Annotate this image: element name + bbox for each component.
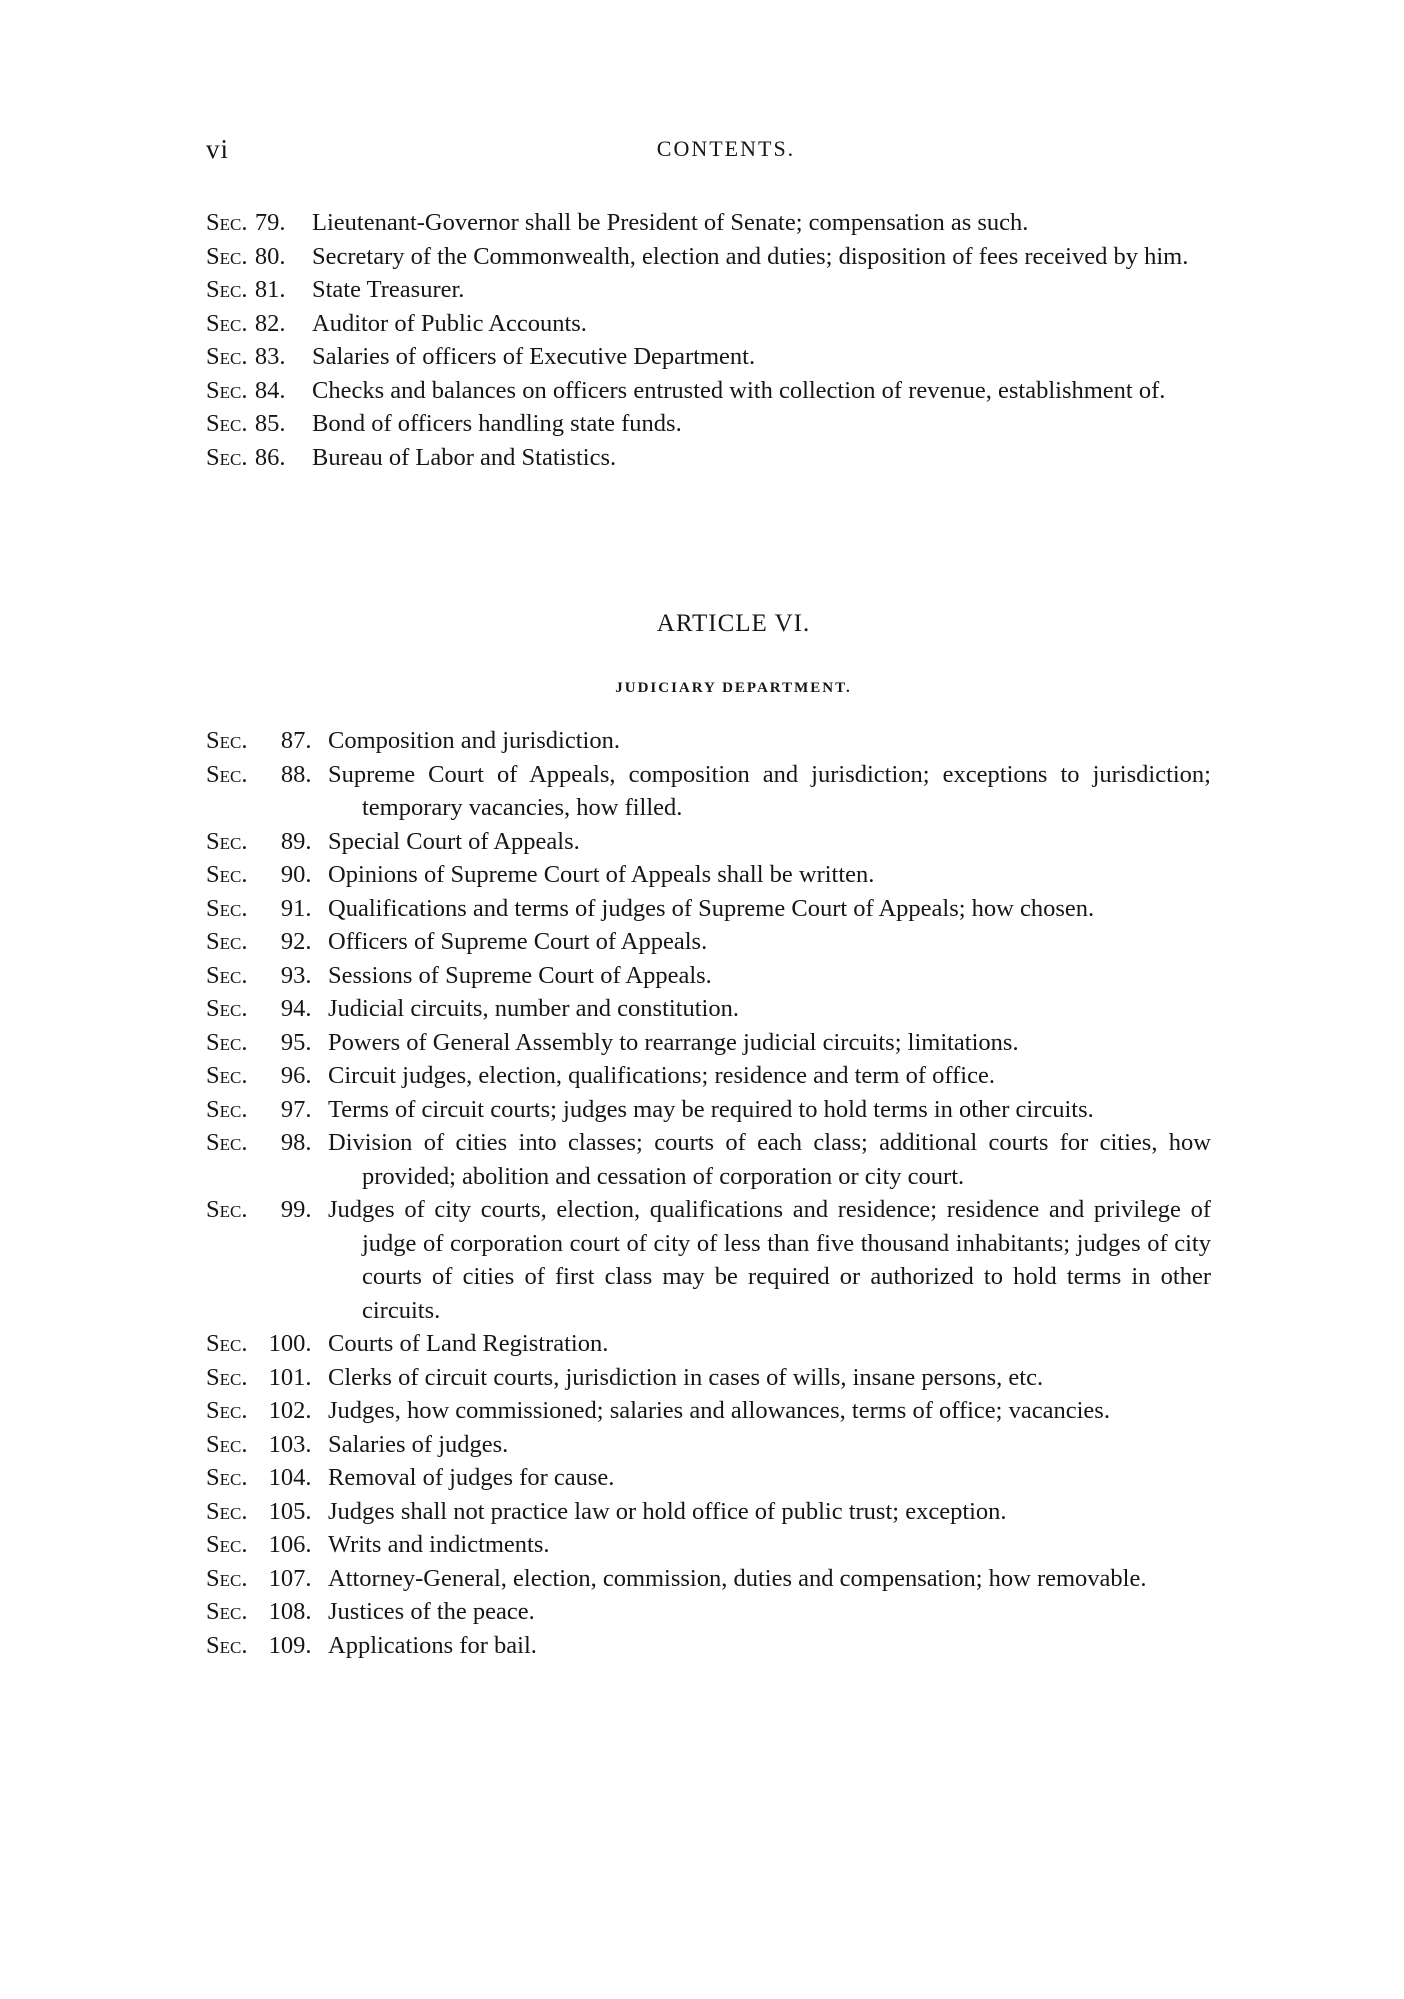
contents-entry — [206, 1059, 1211, 1093]
section-label: Sec. — [206, 410, 248, 437]
section-num-value: 89. — [280, 827, 312, 855]
section-number — [206, 1562, 311, 1596]
section-num-value: 79. — [254, 209, 286, 236]
contents-entry — [206, 1361, 1211, 1395]
section-number — [206, 374, 285, 408]
section-number — [206, 1361, 311, 1395]
section-label: Sec. — [206, 861, 248, 888]
contents-entry — [206, 724, 1211, 758]
section-label: Sec. — [206, 1464, 248, 1491]
section-number — [206, 1495, 311, 1529]
section-title: Bureau of Labor and Statistics. — [312, 443, 617, 471]
section-num-value: 108. — [268, 1598, 312, 1625]
section-label: Sec. — [206, 827, 248, 855]
section-num-value: 87. — [280, 727, 312, 754]
section-number — [206, 441, 285, 475]
section-num-value: 98. — [280, 1129, 312, 1156]
section-number — [206, 1528, 311, 1562]
section-title: Applications for bail. — [328, 1631, 537, 1659]
section-label: Sec. — [206, 309, 248, 337]
section-title: Circuit judges, election, qualifications; residence and term of office. — [328, 1062, 995, 1089]
contents-entry — [206, 340, 1211, 374]
section-title: Judges, how commissioned; salaries and allowances, terms of office; vacancies. — [328, 1397, 1110, 1424]
section-number — [206, 307, 285, 341]
contents-entry — [206, 1026, 1211, 1060]
section-number — [206, 959, 311, 993]
section-number — [206, 1428, 311, 1462]
contents-entry — [206, 1394, 1211, 1428]
section-num-value: 82. — [254, 309, 286, 337]
section-title: Officers of Supreme Court of Appeals. — [328, 928, 708, 955]
contents-entry — [206, 925, 1211, 959]
section-label: Sec. — [206, 443, 248, 471]
section-num-value: 100. — [268, 1330, 312, 1357]
section-title: Qualifications and terms of judges of Supreme Court of Appeals; how chosen. — [328, 894, 1095, 922]
section-num-value: 109. — [268, 1631, 312, 1659]
section-title: State Treasurer. — [312, 276, 465, 303]
section-title: Removal of judges for cause. — [328, 1464, 615, 1491]
contents-entry — [206, 206, 1211, 240]
section-label: Sec. — [206, 376, 248, 404]
section-label: Sec. — [206, 995, 248, 1022]
section-label: Sec. — [206, 1062, 248, 1089]
section-title: Division of cities into classes; courts of each class; additional courts for cities, how provided; abolition and cessation of corporation or city court. — [328, 1129, 1211, 1190]
contents-entry — [206, 1629, 1211, 1663]
section-label: Sec. — [206, 1631, 248, 1659]
contents-entry — [206, 1595, 1211, 1629]
section-title: Composition and jurisdiction. — [328, 727, 620, 754]
section-label: Sec. — [206, 1430, 248, 1458]
section-title: Salaries of officers of Executive Department. — [312, 343, 756, 370]
section-title: Secretary of the Commonwealth, election and duties; disposition of fees received by him. — [312, 242, 1189, 270]
section-num-value: 99. — [280, 1196, 312, 1223]
section-title: Bond of officers handling state funds. — [312, 410, 682, 437]
contents-entry — [206, 858, 1211, 892]
section-title: Lieutenant-Governor shall be President of Senate; compensation as such. — [312, 209, 1029, 236]
section-label: Sec. — [206, 343, 248, 370]
section-num-value: 90. — [280, 861, 312, 888]
section-label: Sec. — [206, 1095, 248, 1123]
section-title: Attorney-General, election, commission, duties and compensation; how removable. — [328, 1564, 1147, 1592]
section-number — [206, 1394, 311, 1428]
section-label: Sec. — [206, 1129, 248, 1156]
section-number — [206, 1026, 311, 1060]
contents-entry — [206, 374, 1211, 408]
section-num-value: 80. — [254, 242, 286, 270]
contents-entry — [206, 273, 1211, 307]
section-number — [206, 1093, 311, 1127]
section-title: Supreme Court of Appeals, composition and jurisdiction; exceptions to jurisdiction; temporary vacancies, how filled. — [328, 760, 1211, 821]
section-number — [206, 407, 285, 441]
section-label: Sec. — [206, 242, 248, 270]
section-title: Special Court of Appeals. — [328, 827, 580, 855]
contents-entry — [206, 1327, 1211, 1361]
section-title: Judicial circuits, number and constitution. — [328, 995, 739, 1022]
section-title: Opinions of Supreme Court of Appeals shall be written. — [328, 861, 875, 888]
section-num-value: 93. — [280, 961, 312, 989]
contents-entry — [206, 1461, 1211, 1495]
contents-entry — [206, 441, 1211, 475]
section-label: Sec. — [206, 1397, 248, 1424]
contents-entry — [206, 240, 1211, 274]
section-title: Terms of circuit courts; judges may be required to hold terms in other circuits. — [328, 1095, 1094, 1123]
contents-entry — [206, 1495, 1211, 1529]
section-number — [206, 206, 285, 240]
section-num-value: 102. — [268, 1397, 312, 1424]
page-header — [206, 134, 1206, 174]
section-label: Sec. — [206, 1564, 248, 1592]
section-label: Sec. — [206, 1497, 248, 1525]
section-title: Judges of city courts, election, qualifications and residence; residence and privilege of judge of corporation court of city of less than five thousand inhabitants; judges of city courts of cities of first class may be required or authorized to hold terms in other circuits. — [328, 1196, 1211, 1324]
contents-list-executive — [206, 206, 1211, 474]
section-num-value: 86. — [254, 443, 286, 471]
section-num-value: 95. — [280, 1028, 312, 1056]
section-num-value: 85. — [254, 410, 286, 437]
section-title: Clerks of circuit courts, jurisdiction in cases of wills, insane persons, etc. — [328, 1363, 1044, 1391]
section-label: Sec. — [206, 1531, 248, 1558]
section-number — [206, 1629, 311, 1663]
section-label: Sec. — [206, 1330, 248, 1357]
section-title: Checks and balances on officers entrusted with collection of revenue, establishment of. — [312, 376, 1166, 404]
section-title: Auditor of Public Accounts. — [312, 309, 587, 337]
section-title: Courts of Land Registration. — [328, 1330, 609, 1357]
section-number — [206, 1193, 311, 1227]
section-num-value: 97. — [280, 1095, 312, 1123]
section-number — [206, 273, 285, 307]
section-num-value: 94. — [280, 995, 312, 1022]
section-num-value: 81. — [254, 276, 286, 303]
contents-entry — [206, 1193, 1211, 1327]
section-num-value: 103. — [268, 1430, 312, 1458]
contents-entry — [206, 825, 1211, 859]
page-title: CONTENTS. — [656, 136, 796, 161]
section-number — [206, 340, 285, 374]
section-number — [206, 1595, 311, 1629]
section-num-value: 107. — [268, 1564, 312, 1592]
section-num-value: 101. — [268, 1363, 312, 1391]
contents-entry — [206, 758, 1211, 825]
section-title: Sessions of Supreme Court of Appeals. — [328, 961, 712, 989]
section-number — [206, 1461, 311, 1495]
section-title: Powers of General Assembly to rearrange judicial circuits; limitations. — [328, 1028, 1019, 1056]
contents-entry — [206, 1126, 1211, 1193]
contents-entry — [206, 307, 1211, 341]
section-label: Sec. — [206, 276, 248, 303]
section-number — [206, 825, 311, 859]
section-num-value: 105. — [268, 1497, 312, 1525]
section-label: Sec. — [206, 209, 248, 236]
contents-list-judiciary — [206, 724, 1211, 1662]
section-number — [206, 858, 311, 892]
contents-entry — [206, 1528, 1211, 1562]
section-title: Justices of the peace. — [328, 1598, 535, 1625]
section-label: Sec. — [206, 1196, 248, 1223]
section-title: Salaries of judges. — [328, 1430, 509, 1458]
page-number: vi — [206, 134, 230, 164]
section-num-value: 88. — [280, 760, 312, 788]
article-heading: ARTICLE VI. — [656, 610, 811, 637]
section-number — [206, 240, 285, 274]
section-number — [206, 925, 311, 959]
section-label: Sec. — [206, 1363, 248, 1391]
section-number — [206, 1059, 311, 1093]
section-title: Writs and indictments. — [328, 1531, 550, 1558]
section-title: Judges shall not practice law or hold office of public trust; exception. — [328, 1497, 1007, 1525]
section-label: Sec. — [206, 894, 248, 922]
section-number — [206, 1126, 311, 1160]
article-subheading: JUDICIARY DEPARTMENT. — [615, 680, 852, 696]
section-label: Sec. — [206, 961, 248, 989]
section-num-value: 96. — [280, 1062, 312, 1089]
section-label: Sec. — [206, 928, 248, 955]
section-number — [206, 992, 311, 1026]
contents-entry — [206, 992, 1211, 1026]
section-number — [206, 892, 311, 926]
section-number — [206, 758, 311, 792]
section-label: Sec. — [206, 1028, 248, 1056]
section-label: Sec. — [206, 1598, 248, 1625]
section-num-value: 92. — [280, 928, 312, 955]
section-num-value: 83. — [254, 343, 286, 370]
section-num-value: 106. — [268, 1531, 312, 1558]
contents-entry — [206, 407, 1211, 441]
section-num-value: 84. — [254, 376, 286, 404]
section-label: Sec. — [206, 727, 248, 754]
contents-entry — [206, 959, 1211, 993]
section-number — [206, 724, 311, 758]
contents-entry — [206, 1428, 1211, 1462]
contents-entry — [206, 1562, 1211, 1596]
section-label: Sec. — [206, 760, 248, 788]
section-number — [206, 1327, 311, 1361]
contents-entry — [206, 1093, 1211, 1127]
section-num-value: 91. — [280, 894, 312, 922]
section-num-value: 104. — [268, 1464, 312, 1491]
contents-entry — [206, 892, 1211, 926]
